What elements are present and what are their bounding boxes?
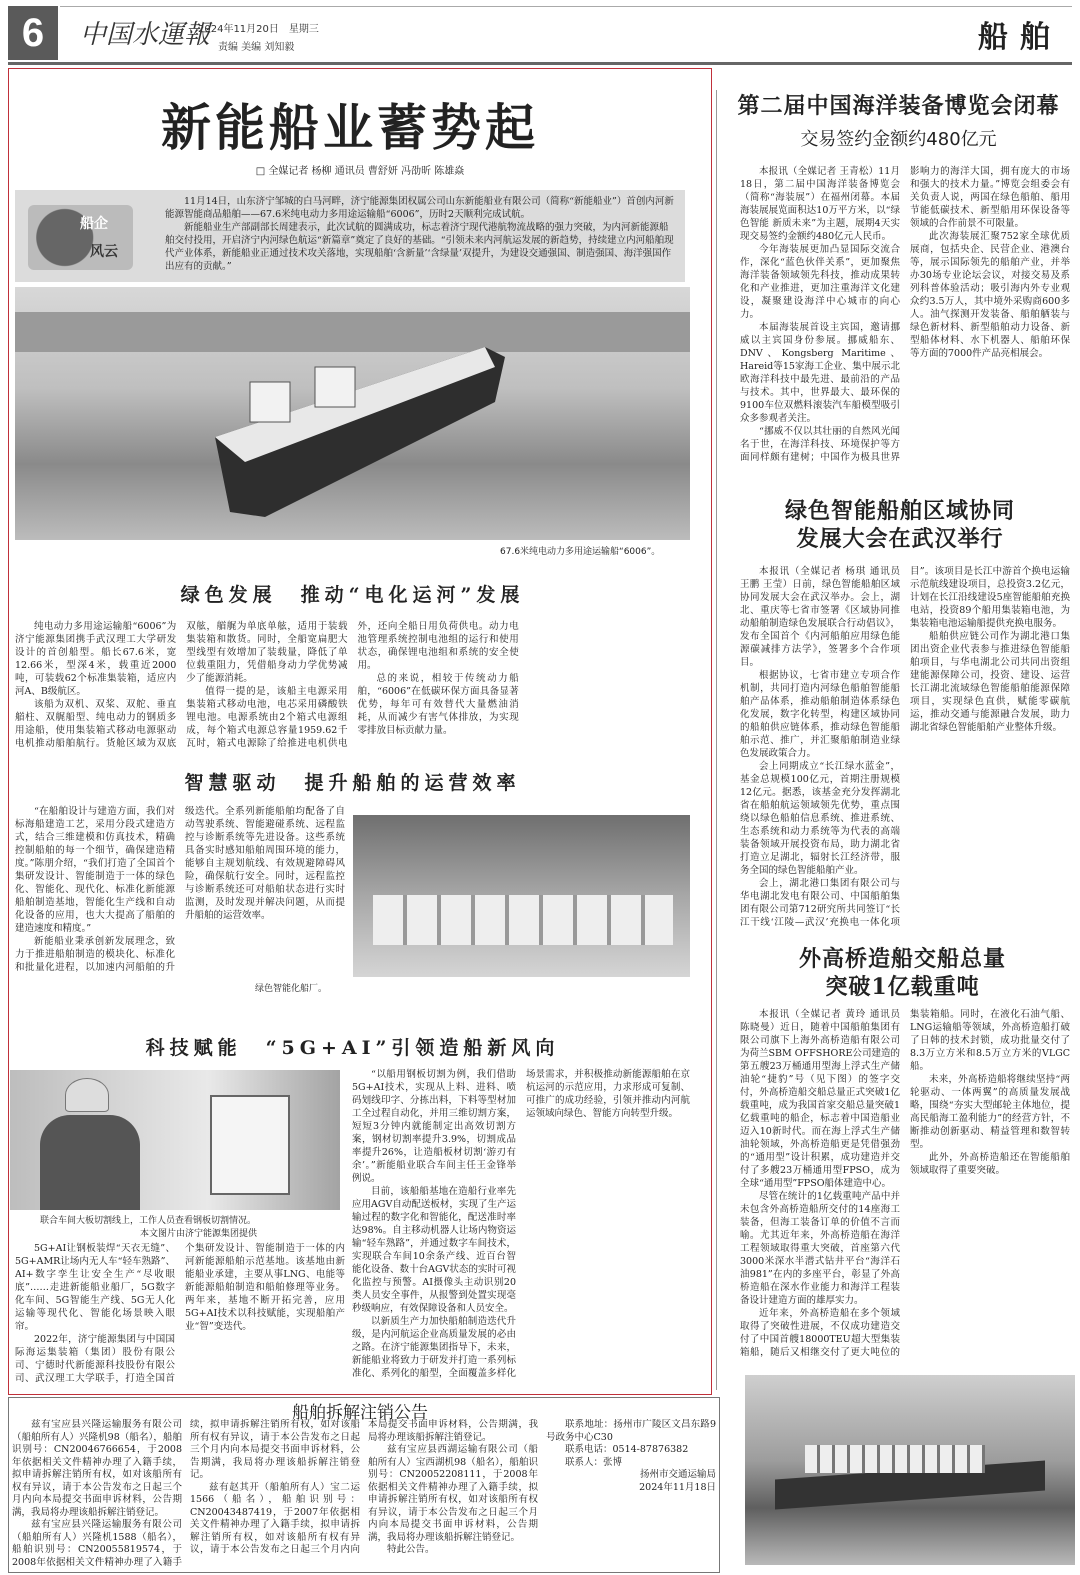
- section-heading: 绿色发展 推动“电化运河”发展: [180, 584, 525, 606]
- ship-illustration: [15, 287, 690, 540]
- fpso-photo: [745, 1375, 1075, 1565]
- article-headline: 外高桥造船交船总量突破1亿载重吨: [798, 946, 1006, 1000]
- article2-body: [740, 565, 1070, 935]
- shipyard-photo: [353, 815, 690, 977]
- paragraph: 本届海装展首设主宾国，邀请挪威以主宾国身份参展。挪威船东、DNV、Kongsberg Maritime、Hareid等15家海工企业、集中展示北欧海洋科技中最先进、最前沿的产品与技术。其中，世界最大、最环保的9100车位双燃料滚装汽车船模型吸引众多参观者关注。: [740, 322, 900, 424]
- photo-caption: 绿色智能化船厂。: [255, 984, 328, 994]
- cutting-line-photo: [10, 1070, 340, 1210]
- section3-body-left: [15, 1242, 345, 1392]
- paragraph: 本报讯（全媒记者 王青松）11月18日，第二届中国海洋装备博览会（简称“海装展”）在福州闭幕。本届海装展展览面积达10万平方米，以“绿色智能 新质未来”为主题，展期4天实现交易签约金额约480亿元人民币。: [740, 166, 900, 242]
- paragraph: 会上同期成立“长江绿水蓝金”，基金总规模100亿元，首期注册规模12亿元。据悉，该基金充分发挥湖北省在船舶航运领域领先优势，重点围绕以绿色船舶信息系统、推进系统、生态系统和动力系统等为代表的高端装备领域开展投资布局，助力湖北省打造立足湖北，辐射长江经济带，服务全国的绿色智能船舶产业。: [740, 761, 900, 876]
- section1-body: [15, 620, 690, 760]
- header-top-rule: [60, 6, 1072, 7]
- paragraph: 此次海装展汇聚752家全球优质展商，包括央企、民营企业、港澳台等，展示国际领先的船舶产业，并举办30场专业论坛会议，对接交易及系列科普体验活动；吸引海内外专业观众约3.5万人，其中境外采购商600多人。油气探测开发装备、船舶舾装与绿色新材料、新型船舶动力设备、新型船体材料、水下机器人、船舶环保等方面的7000件产品亮相展会。: [910, 231, 1070, 359]
- paragraph: 5G+AI让钢板装焊“天衣无缝”、5G+AMR让场内无人车“轻车熟路”、AI+数字孪生让安全生产“尽收眼底”……走进新能船业船厂，5G数字化车间、5G智能生产线、5G无人化运输等现代化、智能化场景映入眼帘。: [15, 1243, 175, 1332]
- paragraph: 纯电动力多用途运输船“6006”为济宁能源集团携手武汉理工大学研发设计的首创船型。船长67.6米，宽12.66米，型深4米，载重近2000吨，可装载62个标准集装箱，适应内河A、B级航区。: [15, 621, 177, 697]
- paragraph: 2022年，济宁能源集团与中国国际海运集装箱（集团）股份有限公司、宁德时代新能源科技股份有限公司、武汉理工大学联手，打造全国首个集研发设计、智能制造于一体的内河新能源船舶示范基地。该基地由新能船业承建，主要从事LNG、电能等新能源船舶制造和船舶修理等业务。两年来，基地不断开拓完善，应用5G+AI技术以科技赋能，实现船舶产业“智”变迭代。: [15, 1243, 345, 1384]
- paragraph: 以新质生产力加快船舶制造迭代升级，是内河航运企业高质量发展的必由之路。在济宁能源集团指导下，未来，新能船业将致力于研发并打造一系列标准化、系列化的船型，全面覆盖多样化场景需求，并积极推动新能源船舶在京杭运河的示范应用，力求形成可复制、可推广的成功经验，引领并推动内河航运领域向绿色、智能方向转型升级。: [352, 1069, 690, 1379]
- article3-body: [740, 1008, 1070, 1368]
- photo-caption: 联合车间大板切割线上，工作人员查看钢板切割情况。: [40, 1216, 257, 1226]
- paragraph: 会上，湖北港口集团有限公司与华电湖北发电有限公司、中国船舶集团有限公司第712研究所共同签订“长江干线‘江陵—武汉’充换电一体化项目”。该项目是长江中游首个换电运输示范航线建设项目，总投资3.2亿元，计划在长江沿线建设5座智能船舶充换电站，投资89个船用集装箱电池，为集装箱电池运输船提供充换电服务。: [740, 566, 1070, 928]
- notice-date: 2024年11月18日: [639, 1481, 716, 1493]
- paragraph: 新能船业秉承创新发展理念，致力于推进船舶制造的模块化、标准化和批量化进程，以加速内河船舶的升级迭代。全系列新能船舶均配备了自动驾驶系统、智能避碰系统、远程监控与诊断系统等先进设备。这些系统具备实时感知船舶周围环境的能力，能够自主规划航线、有效规避障碍风险，确保航行安全。同时，远程监控与诊断系统还可对船舶状态进行实时监测，及时发现并解决问题，从而提升船舶的运营效率。: [15, 806, 345, 973]
- paragraph: 联系人：张博: [565, 1456, 623, 1468]
- lead-paragraph: 新能船业生产部副部长周建表示，此次试航的圆满成功，标志着济宁现代港航物流战略的强力突破，为内河新能源船舶交付投用，开启济宁内河绿色航运“新篇章”奠定了良好的基础。“引领未来内河航运发展的新趋势，持续建立内河船舶现代产业体系，新能船业正通过技术攻关落地，实现船舶‘含新量’‘含绿量’双提升，为建设交通强国、制造强国、海洋强国作出应有的贡献。”: [165, 222, 674, 272]
- section-heading: 智慧驱动 提升船舶的运营效率: [184, 772, 521, 794]
- section-name: 船舶: [978, 20, 1062, 55]
- paragraph: 近年来，外高桥造船在多个领域取得了突破性进展，不仅成功建造交付了中国首艘18000TEU超大型集装箱船，随后又相继交付了更大吨位的集装箱船。同时，在液化石油气船、LNG运输船等领域，外高桥造船打破了日韩的技术封锁，成功批量交付了8.3万立方米和8.5万立方米的VLGC船。: [740, 1009, 1070, 1358]
- paragraph: “在船舶设计与建造方面，我们对标海船建造工艺，采用分段式建造方式，结合三维建模和仿真技术，精确控制船舶的每一个细节，确保建造精度。”陈朋介绍，“我们打造了全国首个集研发设计、智能制造于一体的绿色化、智能化、现代化、标准化新能源船舶制造基地，智能化生产线和自动化设备的应用，也大大提高了船舶的建造速度和精度。”: [15, 806, 175, 934]
- paragraph: 目前，该船船基地在造船行业率先应用AGV自动配送板材，实现了生产运输过程的数字化和智能化，配送准时率达98%。自主移动机器人让场内物资运输“轻车熟路”，并通过数字车间技术，实现联合车间10余条产线、近百台智能化设备、数十台AGV状态的实时可视化监控与预警。AI摄像头主动识别20类人员安全事件，从报警到处置实现毫秒级响应，有效保障设备和人员安全。: [352, 1186, 516, 1314]
- paragraph: 根据协议，七省市建立专项合作机制，共同打造内河绿色船舶智能船舶产品体系，推动船舶制造体系绿色化发展，数字化转型，构建区域协同的船舶供应链体系，推动绿色智能船舶示范、推广，并汇聚船舶制造业绿色发展政策合力。: [740, 670, 900, 759]
- paragraph: 尽管在统计的1亿载重吨产品中并未包含外高桥造船所交付的14座海工装备，但海工装备订单的价值不言而喻。尤其近年来，外高桥造船在海洋工程领域取得重大突破，首座第六代3000米深水半潜式钻井平台“海洋石油981”在内的多座平台，彰显了外高桥造船在深水作业能力和海洋工程装备设计建造方面的雄厚实力。: [740, 1191, 900, 1306]
- paragraph: 联系电话：0514-87876382: [565, 1444, 689, 1455]
- paragraph: 总的来说，相较于传统动力船舶，“6006”在低碳环保方面具备显著优势，每年可有效替代大量燃油消耗，从而减少有害气体排放，为实现零排放目标贡献力量。: [357, 673, 519, 736]
- paragraph: 兹有宝应县西湖运输有限公司（船舶所有人）宝西湖机98（船名），船舶识别号：CN20052208111，于2008年依据相关文件精神办理了入籍手续，拟申请拆解注销所有权，如对该船所有权有异议，请于本公告发布之日起三个月内向本局提交书面申诉材料，公告期满，我局将办理该船拆解注销登记。: [368, 1444, 538, 1543]
- paragraph: 特此公告。: [387, 1544, 435, 1555]
- paragraph: 值得一提的是，该船主电源采用集装箱式移动电池，电芯采用磷酸铁锂电池。电源系统由2个箱式电源组成，每个箱式电源总容量1959.62千瓦时，箱式电源除了给推进电机供电外，还向全船日用负荷供电。动力电池管理系统控制电池组的运行和使用状态，确保锂电池组和系统的安全使用。: [186, 621, 519, 749]
- paragraph: 兹有宝应县兴隆运输服务有限公司（船舶所有人）兴隆机98（船名），船舶识别号：CN20046766654，于2008年依据相关文件精神办理了入籍手续，拟申请拆解注销所有权，如对该船所有权有异议，请于本公告发布之日起三个月内向本局提交书面申诉材料，公告期满，我局将办理该船拆解注销登记。: [12, 1419, 182, 1518]
- paragraph: “挪威不仅以其壮丽的自然风光闻名于世，在海洋科技、环境保护等方面同样颇有建树；中国作为极具世界影响力的海洋大国，拥有庞大的市场和强大的技术力量。”博览会组委会有关负责人说，两国在绿色船舶、船用节能低碳技术、新型船用环保设备等领域的合作前景不可限量。: [740, 166, 1070, 463]
- main-headline: 新能船业蓄势起: [161, 98, 539, 157]
- paragraph: 未来，外高桥造船将继续坚持“两轮驱动、一体两翼”的高质量发展战略，围绕“夯实大型邮轮主体地位，提高民船海工盈利能力”的经营方针，不断推动创新驱动、精益管理和数智转型。: [910, 1074, 1070, 1150]
- paragraph: 该船为双机、双桨、双舵、垂直艏柱、双艉船型、纯电动力的钢质多用途船，使用集装箱式移动电源驱动电机推动船舶航行。货舱区域为双底双舷，艏艉为单底单舷，适用于装载集装箱和散货。同时，全船宽扁肥大型线型有效增加了装载量，降低了单位载重阻力，凭借船身动力学优势减少了能源消耗。: [15, 621, 348, 749]
- article-headline: 绿色智能船舶区域协同发展大会在武汉举行: [784, 498, 1015, 552]
- issue-date: 2024年11月20日 星期三: [198, 24, 319, 35]
- header-rule: [8, 62, 1072, 65]
- paragraph: 今年海装展更加凸显国际交流合作，深化“蓝色伙伴关系”，更加聚焦海洋装备领域领先科技，推动成果转化和产业推进，更加注重海洋文化建设，凝聚建设海洋中心城市的向心力。: [740, 244, 900, 320]
- paragraph: 兹有赵其开（船舶所有人）宝二运1566（船名），船舶识别号：CN20043487419，于2007年依据相关文件精神办理了入籍手续，拟申请拆解注销所有权，如对该船所有权有异议，请于本公告发布之日起三个月内向本局提交书面申诉材料，公告期满，我局将办理该船拆解注销登记。: [190, 1419, 538, 1555]
- notice-title: 船舶拆解注销公告: [292, 1403, 428, 1423]
- editors: 责编 美编 刘知毅: [218, 42, 295, 53]
- photo-credit: 本文图片由济宁能源集团提供: [140, 1229, 258, 1239]
- paragraph: 联系地址：扬州市广陵区文昌东路9号政务中心C30: [546, 1419, 716, 1443]
- article1-body: [740, 165, 1070, 475]
- photo-caption: 67.6米纯电动力多用途运输船“6006”。: [500, 547, 661, 557]
- paragraph: “以船用钢板切割为例，我们借助5G+AI技术，实现从上料、进料、喷码划线印字、分拣出料，下料等型材加工全过程自动化，并用三维切割方案，短短3分钟内就能制定出高效切割方案，钢材切割率提升3.9%，切割成品率提升26%，让造船板材切割‘游刃有余’。”新能船业联合车间主任王金锋举例说。: [352, 1069, 516, 1184]
- paragraph: 本报讯（全媒记者 杨琪 通讯员 王鹏 王莹）日前，绿色智能船舶区域协同发展大会在武汉举办。会上，湖北、重庆等七省市签署《区域协同推动船舶制造绿色发展联合行动倡议》，发布全国首个《内河船舶应用绿色能源碳减排方法学》，签署多个合作项目。: [740, 566, 900, 668]
- article-subheadline: 交易签约金额约480亿元: [800, 129, 997, 150]
- paragraph: 此外，外高桥造船还在智能船舶领域取得了重要突破。: [910, 1152, 1070, 1176]
- paragraph: 本报讯（全媒记者 黄玲 通讯员 陈晓曼）近日，随着中国船舶集团有限公司旗下上海外高桥造船有限公司为荷兰SBM OFFSHORE公司建造的第五艘23万桶通用型海上浮式生产储油轮“捷豹”号（见下图）的签字交付，外高桥造船交船总量正式突破1亿载重吨，成为我国首家交船总量突破1亿载重吨的船企，标志着中国造船业迈入10新时代。而在海上浮式生产储油轮领域，外高桥造船更是凭借强劲的“通用型”设计积累，成功建造并交付了多艘23万桶通用型FPSO，成为全球“通用型”FPSO船体建造中心。: [740, 1009, 900, 1189]
- byline: □ 全媒记者 杨柳 通讯员 曹舒妍 冯劭昕 陈雄焱: [255, 166, 465, 177]
- notice-body: [12, 1419, 716, 1571]
- column-logo: 船企 风云: [28, 205, 133, 270]
- section3-body-right: [352, 1068, 690, 1392]
- paragraph: 船舶供应链公司作为湖北港口集团出资企业代表参与推进绿色智能船舶项目，与华电湖北公司共同出资组建能源保障公司，投资、建设、运营长江湖北流域绿色智能船舶能源保障项目，实现绿色直供，赋能零碳航运，推动交通与能源融合发展，助力湖北省绿色智能船舶产业整体升级。: [910, 631, 1070, 733]
- page-number: 6: [8, 6, 58, 60]
- column-divider: [716, 90, 717, 1390]
- paragraph: 兹有宝应县兴隆运输服务有限公司（船舶所有人）兴隆机1588（船名），船舶识别号：CN20055819574，于2008年依据相关文件精神办理了入籍手续，拟申请拆解注销所有权，如对该船所有权有异议，请于本公告发布之日起三个月内向本局提交书面申诉材料，公告期满，我局将办理该船拆解注销登记。: [12, 1419, 360, 1568]
- article-headline: 第二届中国海洋装备博览会闭幕: [737, 93, 1060, 119]
- newspaper-logo: 中国水運報: [80, 20, 211, 50]
- notice-signature: 扬州市交通运输局: [639, 1469, 716, 1480]
- section-heading: 科技赋能 “5G+AI”引领造船新风向: [145, 1037, 560, 1059]
- ship-photo: [15, 287, 690, 540]
- lead-paragraph: 11月14日，山东济宁邹城的白马河畔，济宁能源集团权属公司山东新能船业有限公司（简称“新能船业”）首创内河新能源智能商品船舶——67.6米纯电动力多用途运输船“6006”，历时2天顺利完成试航。: [165, 196, 674, 220]
- section2-body: [15, 805, 345, 977]
